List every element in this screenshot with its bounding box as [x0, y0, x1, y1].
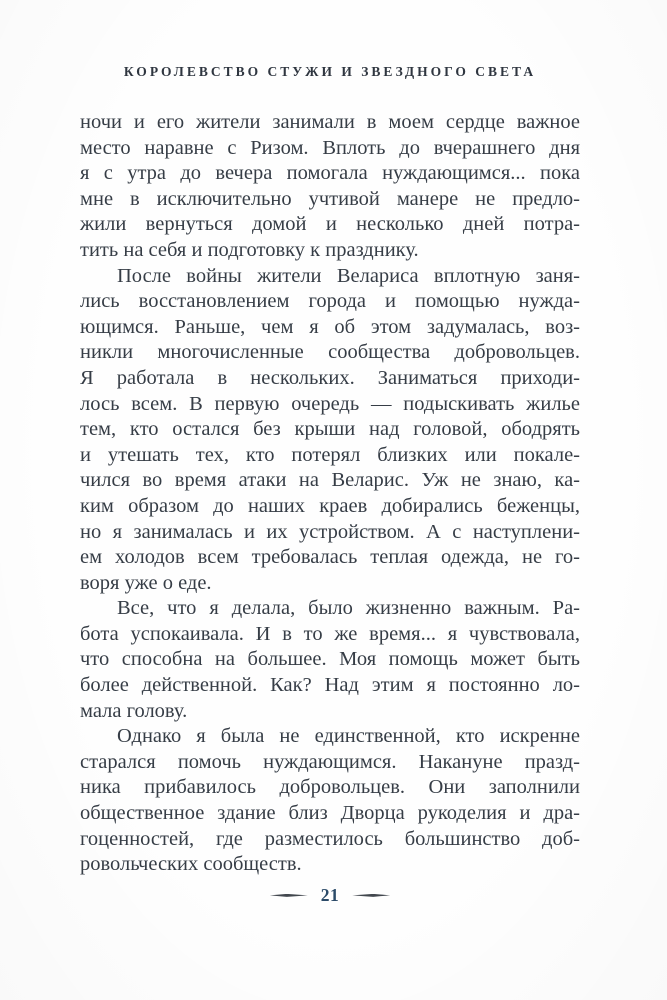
text-line: жили вернуться домой и несколько дней потра- — [80, 213, 580, 236]
text-line: мне в исключительно учтивой манере не предло- — [80, 187, 580, 210]
text-line: мала голову. — [80, 699, 188, 722]
text-line: ровольческих сообществ. — [80, 853, 302, 876]
paragraph — [80, 110, 580, 264]
text-line: чился во время атаки на Веларис. Уж не знаю, ка- — [80, 469, 580, 492]
text-line: ника прибавилось добровольцев. Они заполнили — [80, 776, 580, 799]
text-line: воря уже о еде. — [80, 571, 212, 594]
text-line: ночи и его жители занимали в моем сердце важное — [80, 111, 580, 133]
paragraph — [80, 724, 580, 878]
text-line: Все, что я делала, было жизненно важным. Ра- — [117, 597, 580, 620]
text-line: Однако я была не единственной, кто искренне — [117, 725, 580, 748]
text-line: бота успокаивала. И в то же время... я чувствовала, — [80, 622, 580, 645]
text-line: тить на себя и подготовку к празднику. — [80, 238, 419, 261]
text-line: общественное здание близ Дворца рукоделия и дра- — [80, 802, 580, 825]
text-line: тем, кто остался без крыши над головой, ободрять — [80, 418, 580, 441]
running-header: КОРОЛЕВСТВО СТУЖИ И ЗВЕЗДНОГО СВЕТА — [123, 64, 537, 79]
text-line: никли многочисленные сообщества добровольцев. — [80, 341, 580, 364]
footer-ornament-right-dash — [352, 894, 390, 897]
footer-ornament-left-dash — [270, 894, 308, 897]
text-line: Я работала в нескольких. Заниматься приходи- — [80, 366, 580, 389]
text-line: что способна на большее. Моя помощь может быть — [80, 648, 580, 671]
text-line: но я занималась и их устройством. А с наступлени- — [80, 520, 580, 543]
text-line: После войны жители Велариса вплотную заня- — [117, 264, 580, 287]
text-line: и утешать тех, кто потерял близких или покале- — [80, 443, 580, 466]
text-line: гоценностей, где разместилось большинство доб- — [80, 827, 580, 850]
paragraph — [80, 596, 580, 724]
page-number: 21 — [320, 884, 340, 905]
page-number-row — [80, 885, 580, 906]
text-line: ким образом до наших краев добирались беженцы, — [80, 494, 580, 517]
body-text — [80, 110, 580, 878]
text-line: я с утра до вечера помогала нуждающимся... пока — [80, 162, 580, 185]
text-line: место наравне с Ризом. Вплоть до вчерашнего дня — [80, 136, 580, 159]
text-line: более действенной. Как? Над этим я постоянно ло- — [80, 674, 580, 697]
text-line: ем холодов всем требовалась теплая одежда, не го- — [80, 546, 580, 569]
paragraph — [80, 264, 580, 597]
text-line: старался помочь нуждающимся. Накануне празд- — [80, 750, 580, 773]
text-line: лось всем. В первую очередь — подыскивать жилье — [80, 392, 580, 415]
text-line: ющимся. Раньше, чем я об этом задумалась, воз- — [80, 315, 580, 338]
text-line: лись восстановлением города и помощью нужда- — [80, 290, 580, 313]
